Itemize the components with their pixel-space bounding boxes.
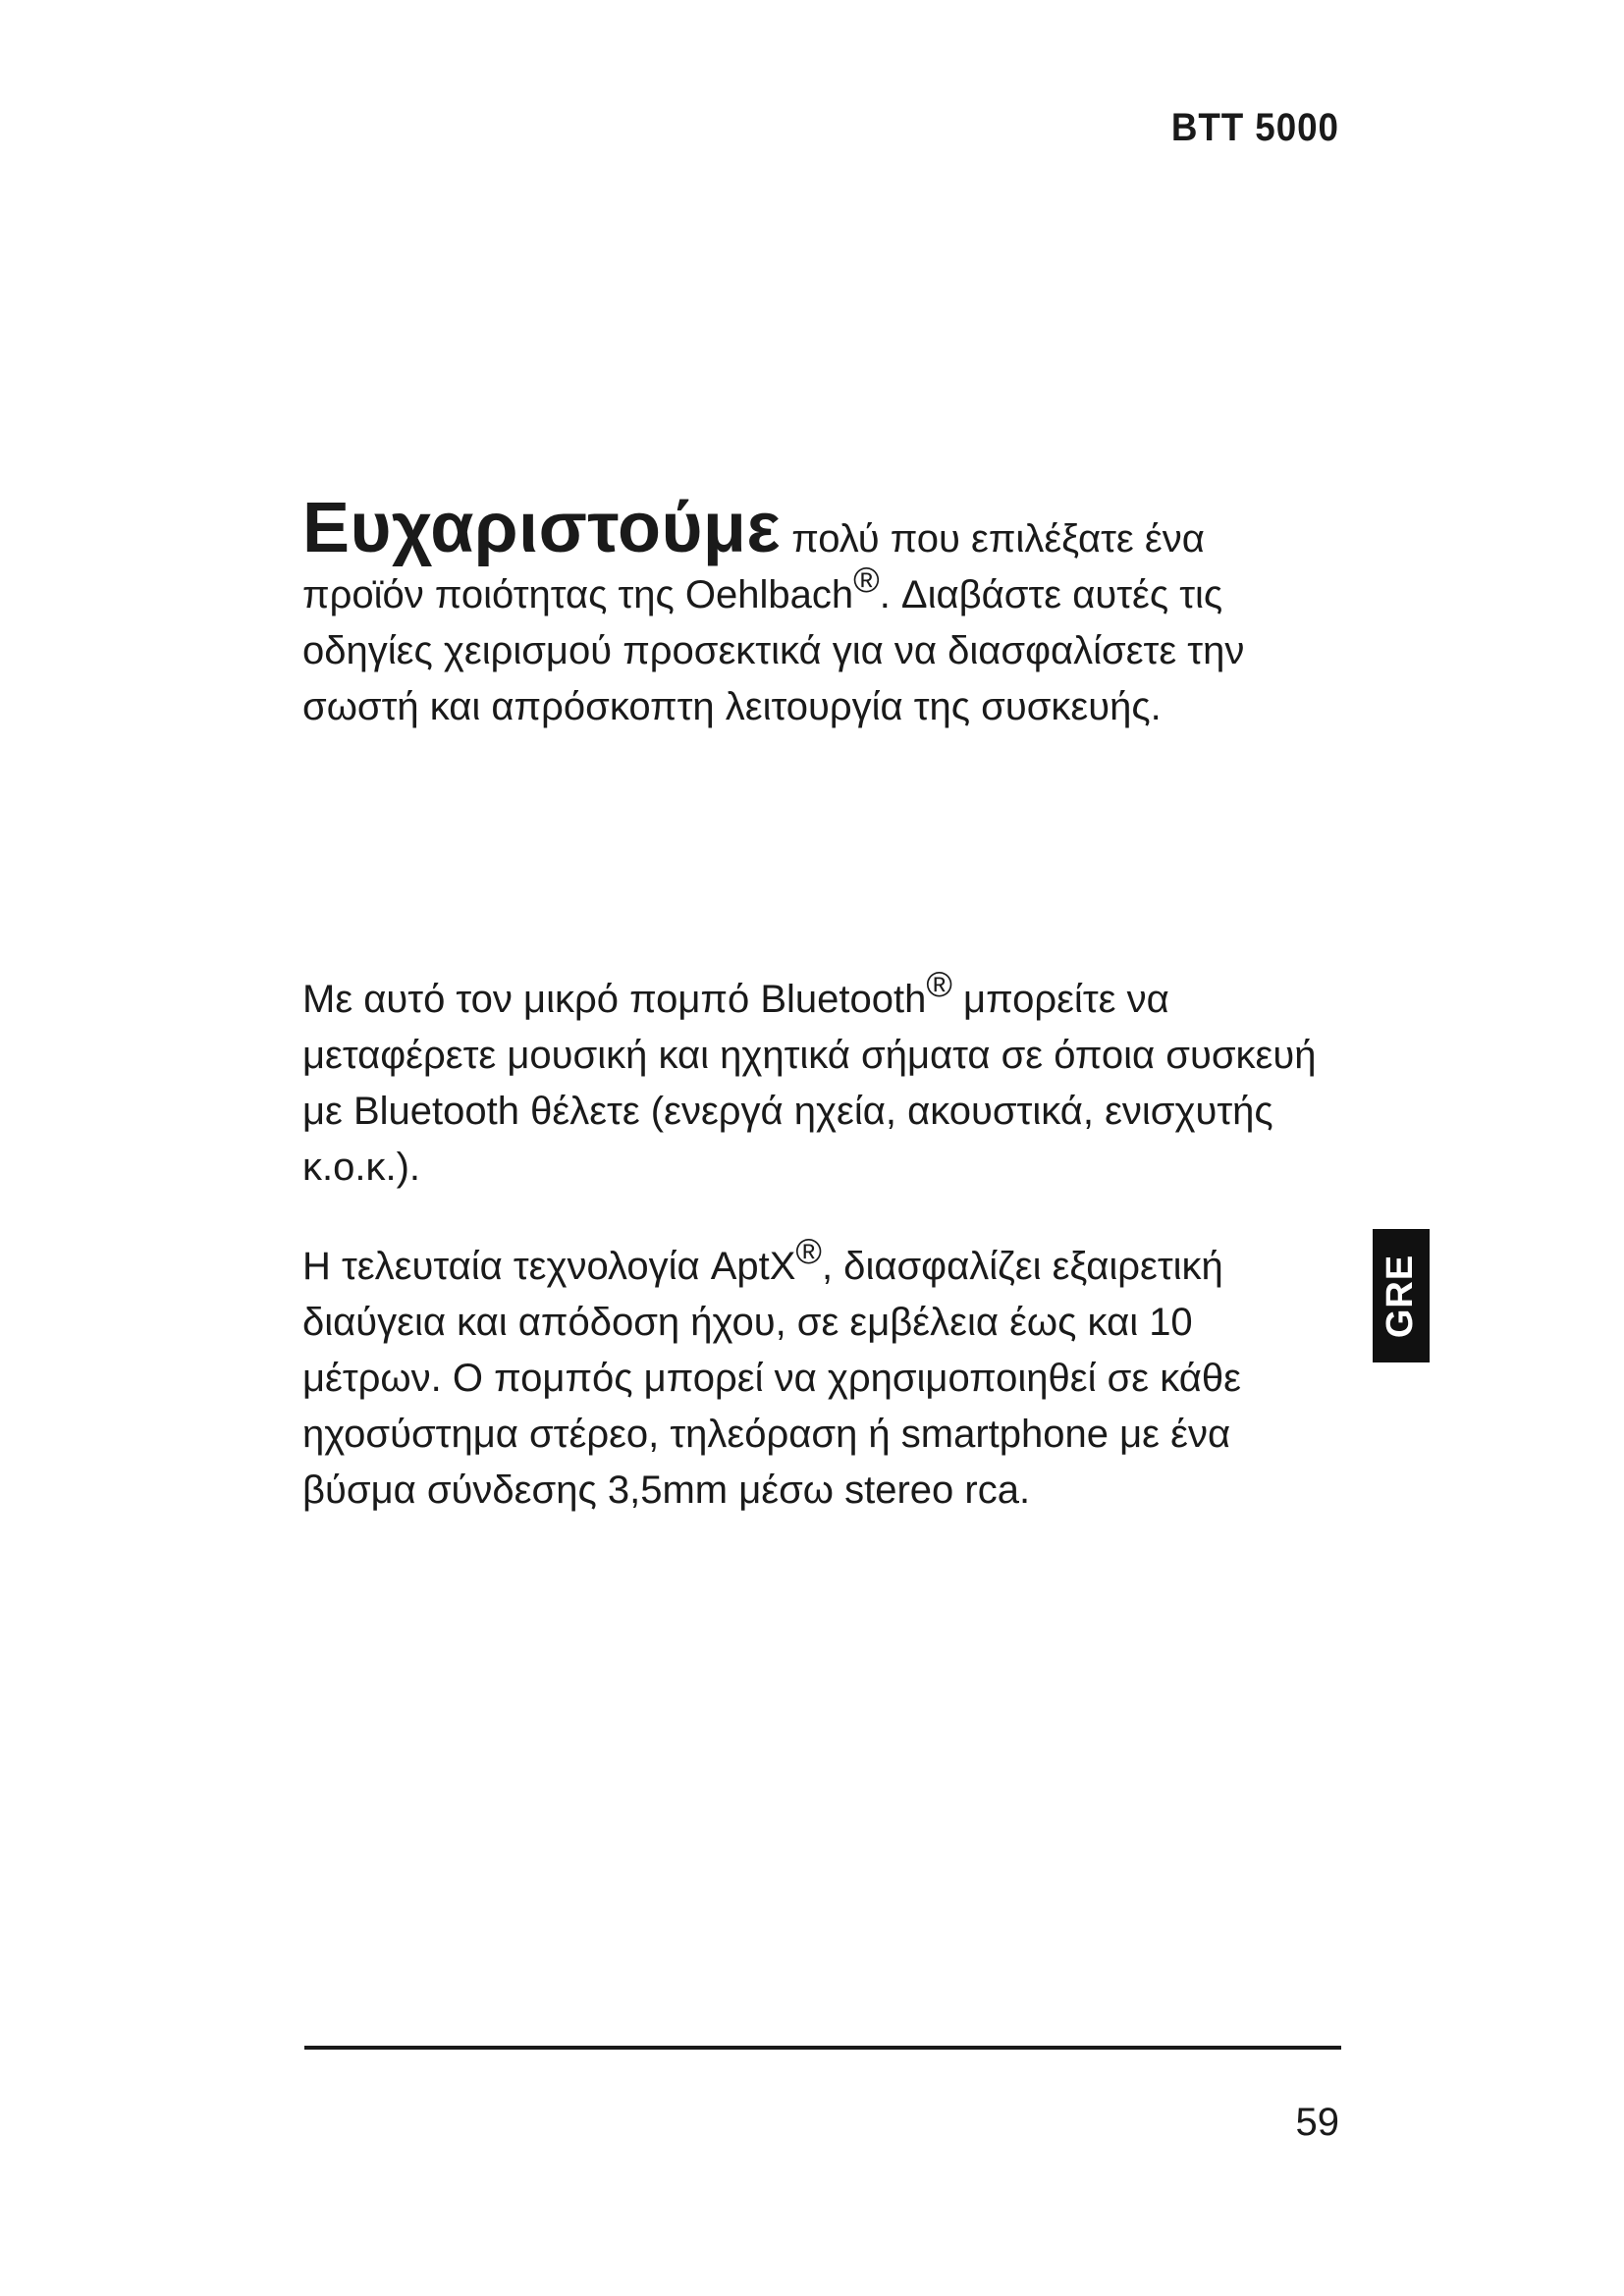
aptx-text-b: , διασφαλίζει εξαιρετική διαύγεια και απόδοση ήχου, σε εμβέλεια έως και 10 μέτρων. Ο πομπός μπορεί να χρησιμοποιηθεί σε κάθε ηχοσύστημα στέρεο, τηλεόραση ή smartphone με ένα βύσμα σύνδεσης 3,5mm μέσω stereo rca.	[302, 1245, 1241, 1512]
bluetooth-text-a: Με αυτό τον μικρό πομπό Bluetooth	[302, 978, 927, 1021]
bluetooth-text-b: μπορείτε να μεταφέρετε μουσική και ηχητικά σήματα σε όποια συσκευή με Bluetooth θέλετε (ενεργά ηχεία, ακουστικά, ενισχυτής κ.ο.κ.).	[302, 978, 1317, 1189]
bluetooth-paragraph	[302, 964, 1324, 1196]
aptx-paragraph	[302, 1231, 1324, 1519]
registered-mark: ®	[795, 1231, 822, 1271]
registered-mark: ®	[926, 964, 952, 1004]
footer-divider	[304, 2046, 1341, 2050]
registered-mark: ®	[853, 560, 880, 600]
aptx-text-a: Η τελευταία τεχνολογία AptX	[302, 1245, 796, 1288]
intro-text-a: πολύ που επιλέξατε ένα προϊόν ποιότητας της Oehlbach	[302, 517, 1205, 616]
language-tab-label: GRE	[1380, 1254, 1422, 1338]
intro-paragraph	[302, 489, 1324, 735]
thanks-heading: Ευχαριστούμε	[302, 489, 782, 567]
language-tab	[1373, 1229, 1430, 1362]
page-number: 59	[1295, 2101, 1339, 2144]
intro-text-b: . Διαβάστε αυτές τις οδηγίες χειρισμού προσεκτικά για να διασφαλίσετε την σωστή και απρόσκοπτη λειτουργία της συσκευής.	[302, 573, 1245, 728]
model-name: BTT 5000	[1171, 106, 1339, 149]
